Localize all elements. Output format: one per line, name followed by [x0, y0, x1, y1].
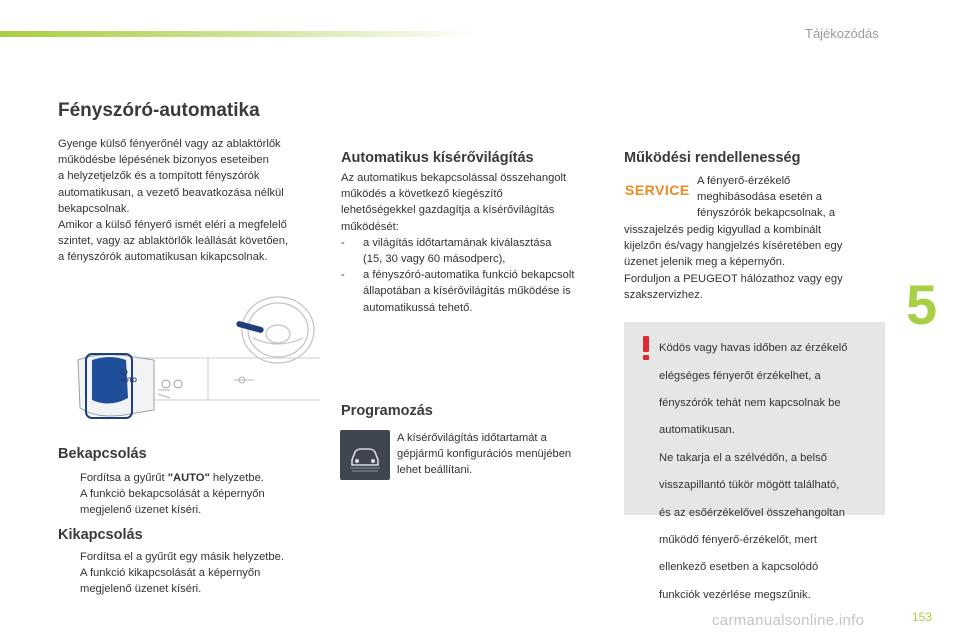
intro-line: szintet, vagy az ablaktörlők leállását követően, — [58, 235, 289, 248]
kiserovilagitas-text: Az automatikus bekapcsolással összehangolt működés a következő kiegészítő lehetőségekkel gazdagítja a kísérővilágítás működését: - a világítás időtartamának kiválasztása (15, 30 vagy 60 másodperc), - a fényszóró-automatika funkció bekapcsolt állapotában a kísérővilágítás működése is automatikussá tehető. — [341, 170, 611, 316]
kiserovilagitas-heading: Automatikus kísérővilágítás — [341, 150, 534, 166]
watermark: carmanualsonline.info — [712, 612, 865, 629]
list-item: - a fényszóró-automatika funkció bekapcsolt — [341, 269, 575, 282]
bekapcsolas-heading: Bekapcsolás — [58, 446, 147, 462]
warning-text: Ködös vagy havas időben az érzékelő elégséges fényerőt érzékelhet, a fényszórók tehát nem kapcsolnak be automatikusan. Ne takarja el a szélvédőn, a belső visszapillantó tükör mögött található, és az esőérzékelővel összehangoltan működő fényerő-érzékelőt, mert ellenkező esetben a kapcsolódó funkciók vezérlése megszűnik. — [659, 342, 848, 601]
programozas-text: A kísérővilágítás időtartamát a gépjármű konfigurációs menüjében lehet beállítani. — [397, 432, 572, 477]
lighting-stalk-illustration — [58, 290, 320, 442]
mukodesi-short-text: A fényerő-érzékelő meghibásodása esetén a fényszórók bekapcsolnak, a — [697, 175, 836, 220]
mukodesi-heading: Működési rendellenesség — [624, 150, 801, 166]
svg-text:AUTO: AUTO — [120, 378, 137, 384]
bullet-icon — [58, 549, 80, 565]
intro-line: automatikusan, a vezető beavatkozása nélkül — [58, 186, 284, 199]
intro-line: működésbe lépésének bizonyos eseteiben — [58, 154, 269, 167]
header-accent-bar — [0, 31, 480, 37]
intro-line: bekapcsolnak. — [58, 202, 130, 215]
kikapcsolas-heading: Kikapcsolás — [58, 527, 143, 543]
chapter-number: 5 — [906, 273, 938, 336]
service-icon: SERVICE — [625, 182, 690, 198]
bekapcsolas-text: Fordítsa a gyűrűt "AUTO" helyzetbe. A funkció bekapcsolását a képernyőn megjelenő üzenet kíséri. — [58, 470, 328, 519]
intro-line: Gyenge külső fényerőnél vagy az ablaktörlők — [58, 138, 281, 150]
warning-box — [624, 322, 885, 601]
warning-exclamation-icon — [634, 334, 658, 362]
bullet-icon — [58, 470, 80, 486]
vehicle-config-icon — [340, 430, 390, 480]
intro-line: a helyzetjelzők és a tompított fényszórók — [58, 170, 260, 183]
list-item: - a világítás időtartamának kiválasztása — [341, 236, 552, 249]
page-title: Fényszóró-automatika — [58, 100, 260, 121]
intro-line: Amikor a külső fényerő ismét eléri a megfelelő — [58, 219, 287, 232]
intro-line: a fényszórók automatikusan kikapcsolnak. — [58, 251, 268, 264]
page-number: 153 — [912, 610, 933, 624]
section-label: Tájékozódás — [805, 26, 879, 41]
programozas-heading: Programozás — [341, 403, 433, 419]
stalk-detail — [78, 354, 254, 418]
mukodesi-text: visszajelzés pedig kigyullad a kombinált kijelzőn és/vagy hangjelzés kíséretében egy üzenet jelenik meg a képernyőn. Forduljon a PEUGEOT hálózathoz vagy egy szakszervizhez. — [624, 224, 843, 301]
kikapcsolas-text: Fordítsa el a gyűrűt egy másik helyzetbe. A funkció kikapcsolását a képernyőn megjelenő üzenet kíséri. — [58, 549, 328, 598]
intro-text — [58, 136, 320, 266]
stalk-highlight — [236, 320, 265, 333]
